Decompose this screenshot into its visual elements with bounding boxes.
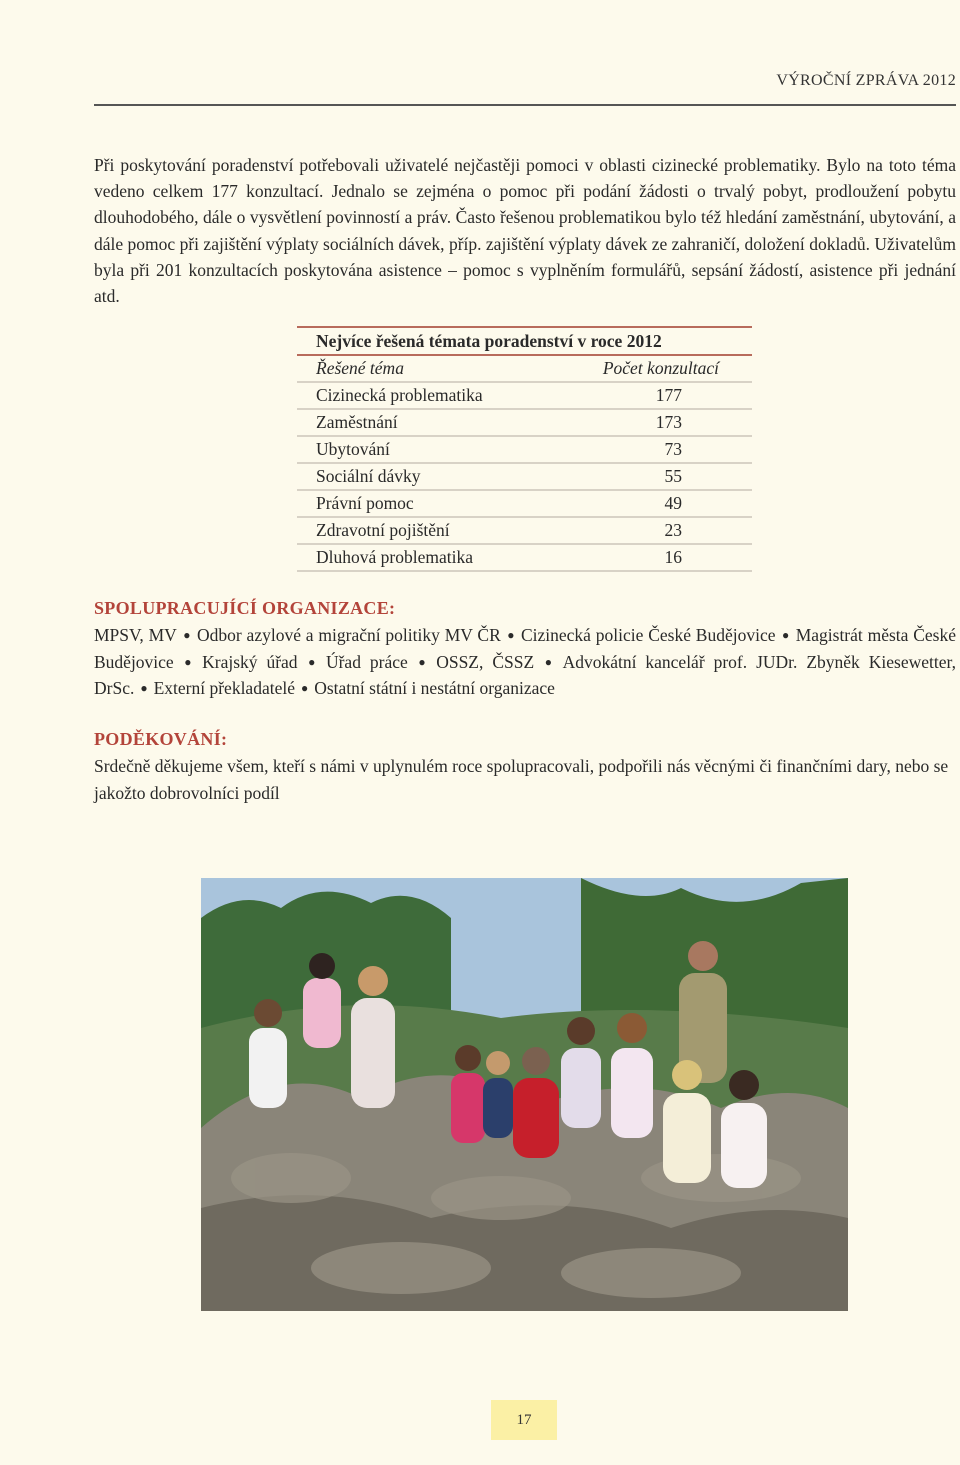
table-row [297, 491, 752, 518]
organizations-list [94, 622, 956, 702]
organization-item: Advokátní kancelář prof. JUDr. Zbyněk Kiesewetter, DrSc. [94, 651, 957, 698]
topic-cell: Zaměstnání [316, 412, 398, 432]
organizations-heading: SPOLUPRACUJÍCÍ ORGANIZACE: [94, 598, 396, 618]
column-header-topic: Řešené téma [316, 358, 404, 378]
bullet-icon: ● [140, 681, 148, 695]
organization-item: MPSV, MV [94, 625, 177, 645]
bullet-icon: ● [540, 654, 557, 669]
table-row [297, 464, 752, 491]
bullet-icon: ● [182, 628, 191, 642]
organization-item: Krajský úřad [202, 651, 298, 672]
table-row [297, 437, 752, 464]
topics-table [297, 326, 752, 572]
organization-item: Cizinecká policie České Budějovice [520, 625, 776, 645]
group-photo [201, 878, 848, 1311]
thanks-paragraph: Srdečně děkujeme všem, kteří s námi v uplynulém roce spolupracovali, podpořili nás věcnými či finančními dary, nebo se jakožto dobrovolníci podíl [94, 756, 949, 803]
topic-cell: Ubytování [316, 439, 390, 459]
topic-cell: Zdravotní pojištění [316, 520, 450, 540]
table-header-row [297, 356, 752, 383]
bullet-icon: ● [781, 628, 790, 642]
page-number: 17 [491, 1400, 557, 1440]
organization-item: Externí překladatelé [153, 678, 295, 698]
bullet-icon: ● [413, 654, 431, 669]
organization-item: Magistrát města České Budějovice [94, 625, 957, 672]
intro-paragraph: Při poskytování poradenství potřebovali uživatelé nejčastěji pomoci v oblasti cizinecké problematiky. Bylo na toto téma vedeno celkem 177 konzultací. Jednalo se zejména o pomoc při podání žádosti o trvalý pobyt, prodloužení pobytu dlouhodobého, dále o vysvětlení povinností a práv. Často řešenou problematikou bylo též hledání zaměstnání, ubytování, a dále pomoc při zajištění výplaty sociálních dávek, příp. zajištění výplaty dávek ze zahraničí, doložení dokladů. Uživatelům byla při 201 konzultacích poskytována asistence – pomoc s vyplněním formulářů, sepsání žádostí, asistence při jednání atd. [94, 155, 956, 307]
count-cell: 16 [664, 547, 682, 567]
topic-cell: Právní pomoc [316, 493, 414, 513]
count-cell: 73 [664, 439, 682, 459]
table-row [297, 383, 752, 410]
bullet-icon: ● [303, 654, 320, 669]
table-row [297, 410, 752, 437]
organization-item: Ostatní státní i nestátní organizace [314, 678, 555, 698]
thanks-heading: PODĚKOVÁNÍ: [94, 729, 228, 749]
count-cell: 49 [664, 493, 682, 513]
organization-item: Úřad práce [325, 651, 408, 672]
organization-item: Odbor azylové a migrační politiky MV ČR [197, 625, 501, 645]
organization-item: OSSZ, ČSSZ [436, 651, 535, 672]
count-cell: 177 [655, 385, 682, 405]
table-row [297, 518, 752, 545]
count-cell: 55 [664, 466, 682, 486]
topic-cell: Dluhová problematika [316, 547, 473, 567]
report-title: VÝROČNÍ ZPRÁVA 2012 [776, 72, 956, 89]
topic-cell: Sociální dávky [316, 466, 421, 486]
bullet-icon: ● [506, 628, 515, 642]
bullet-icon: ● [300, 681, 309, 695]
topic-cell: Cizinecká problematika [316, 385, 483, 405]
table-row [297, 545, 752, 572]
column-header-count: Počet konzultací [602, 358, 719, 378]
page-header [94, 0, 956, 106]
bullet-icon: ● [179, 654, 197, 669]
count-cell: 23 [664, 520, 682, 540]
count-cell: 173 [655, 412, 682, 432]
table-caption: Nejvíce řešená témata poradenství v roce 2012 [297, 326, 752, 356]
